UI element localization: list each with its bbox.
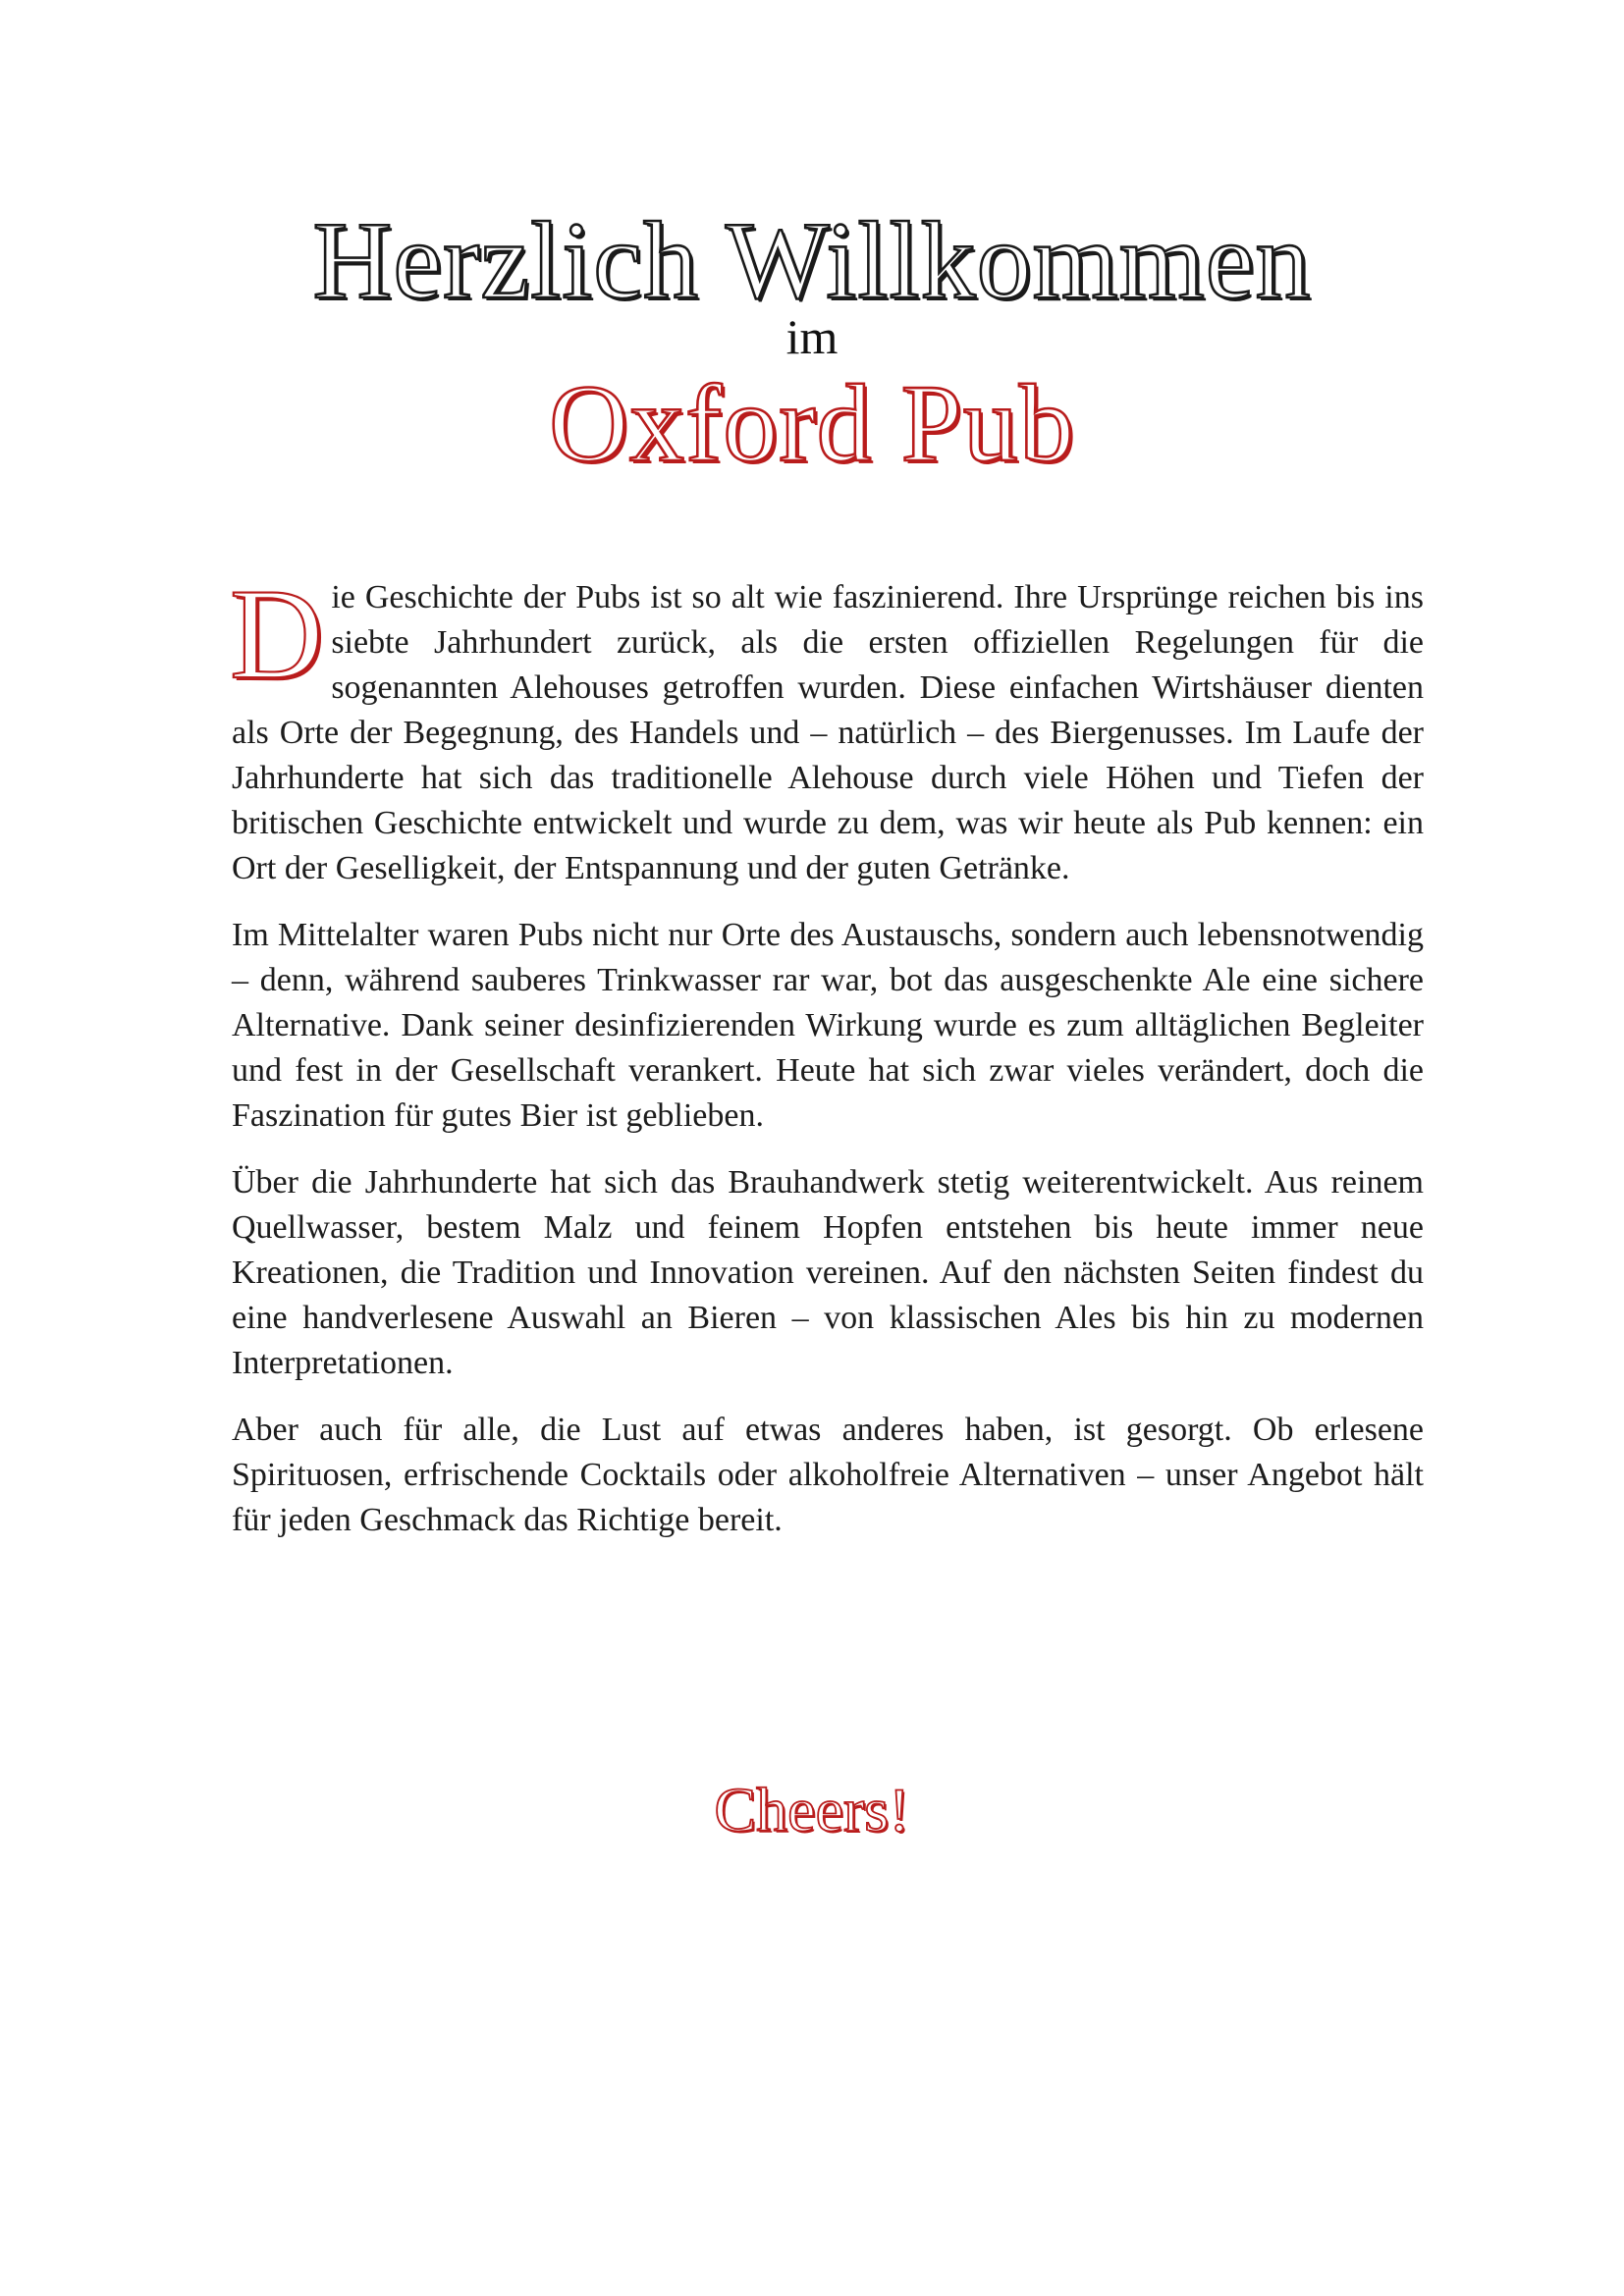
intro-text xyxy=(230,561,1424,1565)
intro-paragraph-1 xyxy=(230,561,1424,891)
intro-paragraph-1-text: ie Geschichte der Pubs ist so alt wie faszinierend. Ihre Ursprünge reichen bis ins siebte Jahrhundert zurück, als die ersten offiziellen Regelungen für die sogenannten Alehouses getroffen wurden. Diese einfachen Wirtshäuser dienten als Orte der Begegnung, des Handels und – natürlich – des Biergenusses. Im Laufe der Jahrhunderte hat sich das traditionelle Alehouse durch viele Höhen und Tiefen der britischen Geschichte entwickelt und wurde zu dem, was wir heute als Pub kennen: ein Ort der Geselligkeit, der Entspannung und der guten Getränke. xyxy=(232,579,1424,886)
closing-greeting: Cheers! xyxy=(714,1775,910,1844)
intro-paragraph-3: Über die Jahrhunderte hat sich das Brauhandwerk stetig weiterentwickelt. Aus reinem Quellwasser, bestem Malz und feinem Hopfen entstehen bis heute immer neue Kreationen, die Tradition und Innovation vereinen. Auf den nächsten Seiten findest du eine handverlesene Auswahl an Bieren – von klassischen Ales bis hin zu modernen Interpretationen. xyxy=(232,1164,1424,1381)
intro-paragraph-2: Im Mittelalter waren Pubs nicht nur Orte des Austauschs, sondern auch lebensnotwendig – denn, während sauberes Trinkwasser rar war, bot das ausgeschenkte Ale eine sichere Alternative. Dank seiner desinfizierenden Wirkung wurde es zum alltäglichen Begleiter und fest in der Gesellschaft verankert. Heute hat sich zwar vieles verändert, doch die Faszination für gutes Bier ist geblieben. xyxy=(232,917,1424,1134)
intro-paragraph-4: Aber auch für alle, die Lust auf etwas anderes haben, ist gesorgt. Ob erlesene Spirituosen, erfrischende Cocktails oder alkoholfreie Alternativen – unser Angebot hält für jeden Geschmack das Richtige bereit. xyxy=(232,1412,1424,1538)
title-connector: im xyxy=(785,309,839,364)
venue-name: Oxford Pub xyxy=(549,363,1075,485)
page-title: Herzlich Willkommen xyxy=(312,200,1312,322)
drop-cap: D xyxy=(230,561,324,706)
title-block xyxy=(0,200,1624,485)
